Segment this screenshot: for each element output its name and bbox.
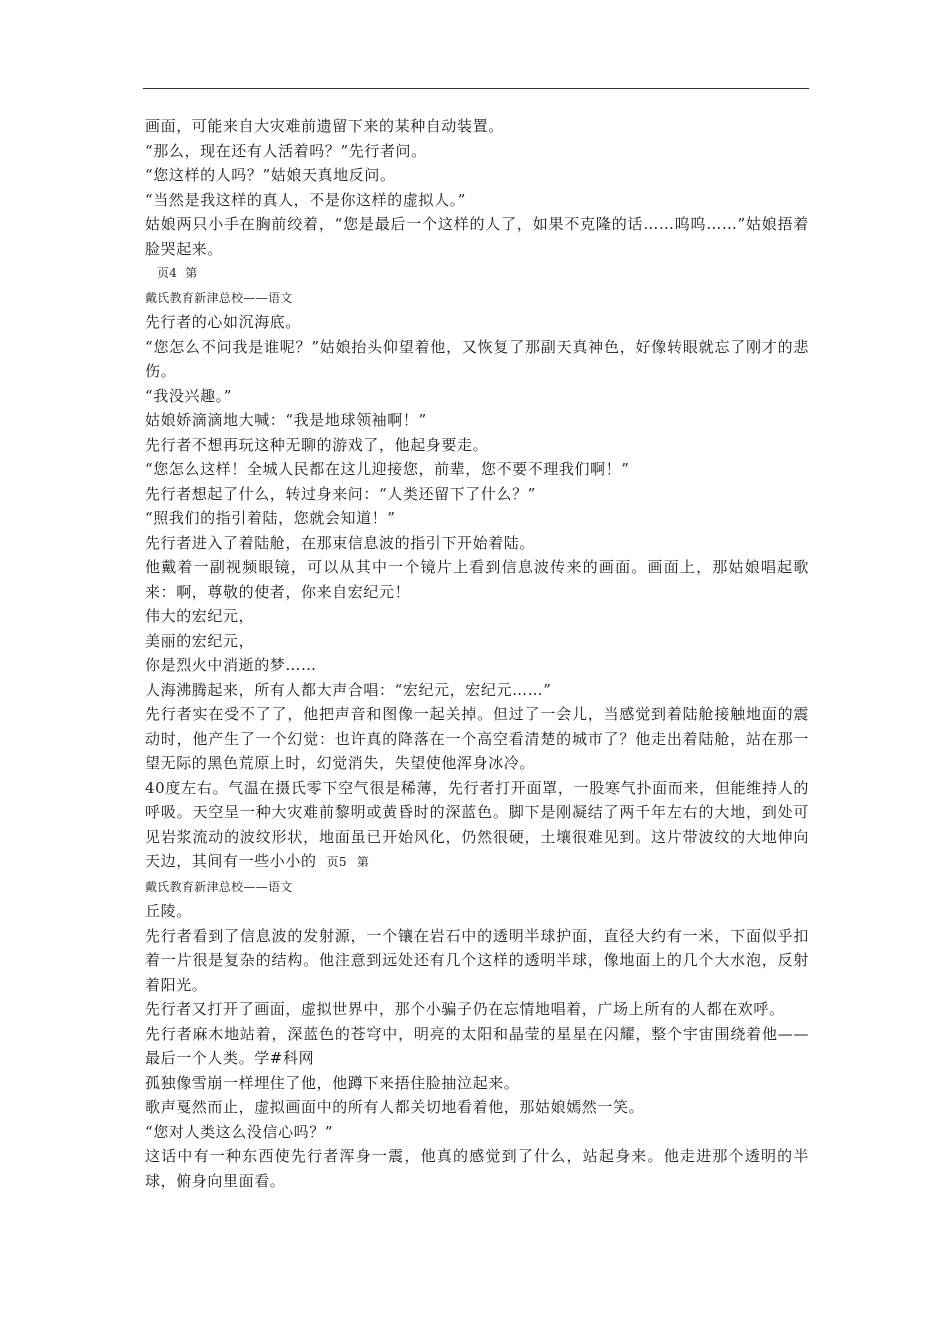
page-number: 页5	[326, 855, 347, 869]
paragraph: “您怎么不问我是谁呢？”姑娘抬头仰望着他，又恢复了那副天真神色，好像转眼就忘了刚才的悲伤。	[145, 337, 809, 380]
paragraph: 先行者的心如沉海底。	[145, 313, 302, 331]
paragraph: 伟大的宏纪元，	[145, 607, 255, 625]
paragraph: 先行者看到了信息波的发射源，一个镶在岩石中的透明半球护面，直径大约有一米，下面似乎扣着一片很是复杂的结构。他注意到远处还有几个这样的透明半球，像地面上的几个大水泡，反射着阳光。	[145, 926, 809, 994]
paragraph: 先行者不想再玩这种无聊的游戏了，他起身要走。	[145, 435, 489, 454]
paragraph: 先行者实在受不了了，他把声音和图像一起关掉。但过了一会儿，当感觉到着陆舱接触地面的震动时，他产生了一个幻觉：也许真的降落在一个高空看清楚的城市了？他走出着陆舱，站在那一望无际的黑色荒原上时，幻觉消失，失望使他浑身冰冷。	[145, 705, 809, 772]
running-header: 戴氏教育新津总校——语文	[145, 879, 293, 894]
running-header: 戴氏教育新津总校——语文	[145, 290, 293, 305]
paragraph: “您这样的人吗？”姑娘天真地反问。	[145, 166, 396, 184]
paragraph: 你是烈火中消逝的梦……	[145, 656, 317, 674]
paragraph: 孤独像雪崩一样埋住了他，他蹲下来捂住脸抽泣起来。	[145, 1073, 520, 1092]
paragraph: “当然是我这样的真人，不是你这样的虚拟人。”	[145, 190, 467, 209]
paragraph: 先行者进入了着陆舱，在那束信息波的指引下开始着陆。	[145, 533, 536, 552]
paragraph	[145, 776, 809, 875]
paragraph: 美丽的宏纪元，	[145, 631, 255, 650]
page-number: 页4	[157, 266, 178, 280]
page-number-suffix: 第	[356, 855, 370, 869]
paragraph: 丘陵。	[145, 902, 192, 920]
paragraph: 歌声戛然而止，虚拟画面中的所有人都关切地看着他，那姑娘嫣然一笑。	[145, 1098, 645, 1116]
paragraph: 先行者又打开了画面，虚拟世界中，那个小骗子仍在忘情地唱着，广场上所有的人都在欢呼。	[145, 1000, 785, 1018]
paragraph: “那么，现在还有人活着吗？”先行者问。	[145, 141, 427, 160]
paragraph: 先行者麻木地站着，深蓝色的苍穹中，明亮的太阳和晶莹的星星在闪耀，整个宇宙围绕着他——最后一个人类。学#科网	[145, 1024, 809, 1067]
paragraph: 人海沸腾起来，所有人都大声合唱：“宏纪元，宏纪元……”	[145, 680, 552, 699]
paragraph: 姑娘娇滴滴地大喊：“我是地球领袖啊！”	[145, 411, 427, 429]
paragraph: 先行者想起了什么，转过身来问：“人类还留下了什么？”	[145, 484, 536, 503]
paragraph: 画面，可能来自大灾难前遗留下来的某种自动装置。	[145, 117, 504, 135]
page-number-marker	[145, 261, 809, 286]
paragraph: 这话中有一种东西使先行者浑身一震，他真的感觉到了什么，站起身来。他走进那个透明的半球，俯身向里面看。	[145, 1147, 809, 1190]
paragraph: “您怎么这样！全城人民都在这儿迎接您，前辈，您不要不理我们啊！”	[145, 460, 630, 478]
paragraph: “照我们的指引着陆，您就会知道！”	[145, 509, 396, 527]
paragraph-text: 40度左右。气温在摄氏零下空气很是稀薄，先行者打开面罩，一股寒气扑面而来，但能维持人的呼吸。天空呈一种大灾难前黎明或黄昏时的深蓝色。脚下是刚凝结了两千年左右的大地，到处可见岩浆流动的波纹形状，地面虽已开始风化，仍然很硬，土壤很难见到。这片带波纹的大地伸向天边，其间有一些小小的	[145, 778, 809, 870]
paragraph: “您对人类这么没信心吗？”	[145, 1122, 334, 1141]
header-rule	[143, 88, 809, 89]
paragraph: 他戴着一副视频眼镜，可以从其中一个镜片上看到信息波传来的画面。画面上，那姑娘唱起歌来：啊，尊敬的使者，你来自宏纪元！	[145, 558, 809, 601]
text-body	[145, 114, 809, 1193]
paragraph: “我没兴趣。”	[145, 386, 233, 405]
paragraph: 姑娘两只小手在胸前绞着，“您是最后一个这样的人了，如果不克隆的话……呜呜……”姑娘捂着脸哭起来。	[145, 215, 809, 258]
page-number-suffix: 第	[185, 266, 198, 280]
